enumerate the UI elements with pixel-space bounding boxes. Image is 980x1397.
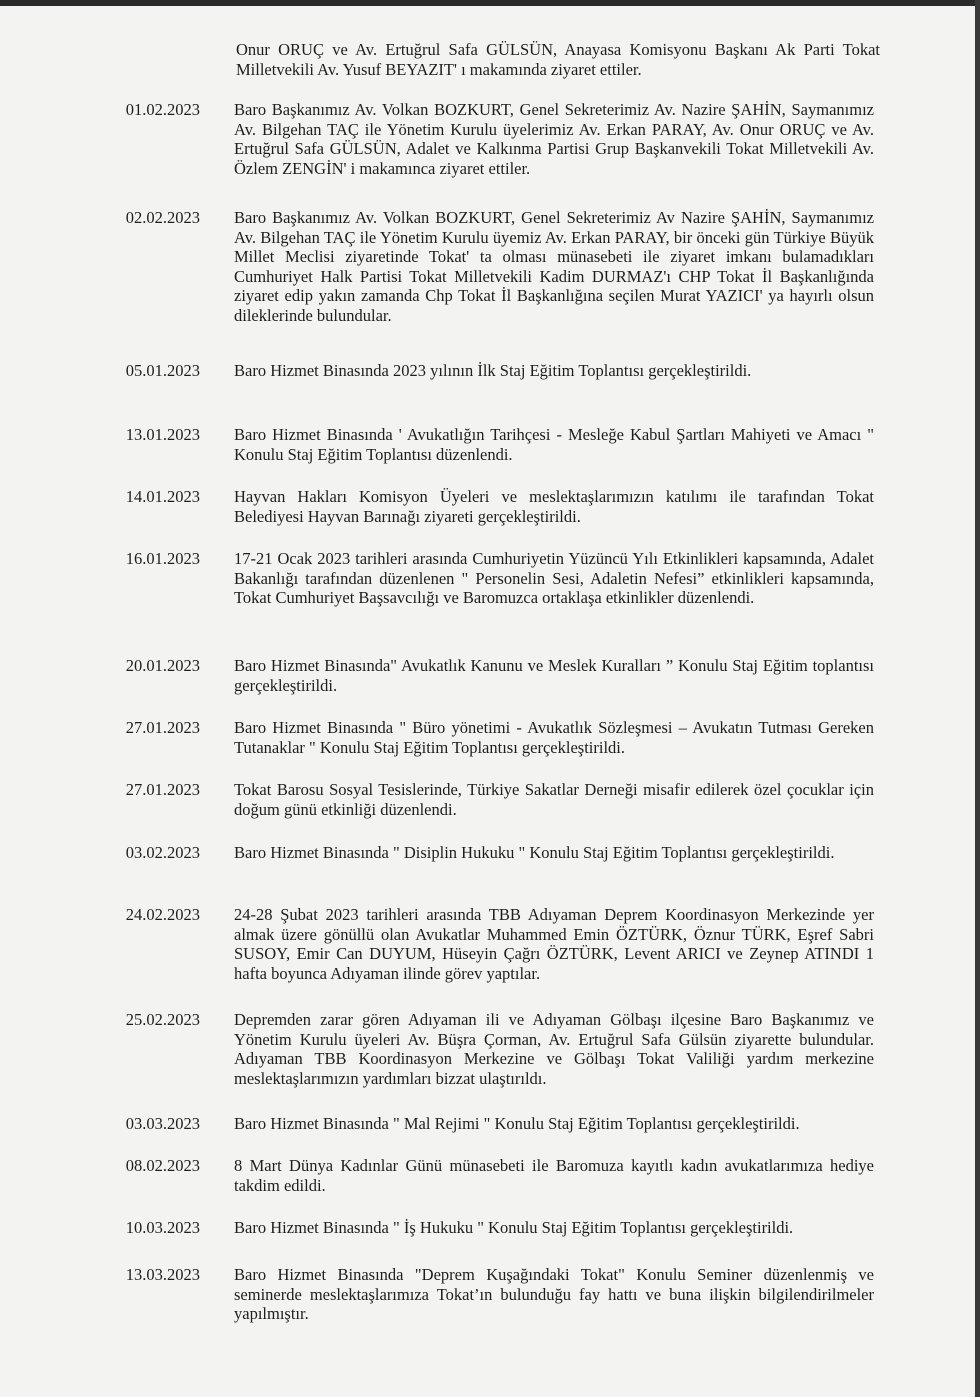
entry-date: 03.03.2023 [125, 1114, 200, 1133]
entry-date: 25.02.2023 [125, 1010, 200, 1029]
entry-text: Baro Başkanımız Av. Volkan BOZKURT, Genel Sekreterimiz Av Nazire ŞAHİN, Saymanımız Av. Bilgehan TAÇ ile Yönetim Kurulu üyemiz Av. Erkan PARAY, bir önceki gün Türkiye Büyük Millet Meclisi ziyaretinde Tokat' ta olması münasebeti ile ziyaret imkanı bulamadıkları Cumhuriyet Halk Partisi Tokat Milletvekili Kadim DURMAZ'ı CHP Tokat İl Başkanlığında ziyaret edip yakın zamanda Chp Tokat İl Başkanlığına seçilen Murat YAZICI' ya hayırlı olsun dileklerinde bulundular. [234, 208, 874, 325]
entry-text: Baro Hizmet Binasında 2023 yılının İlk Staj Eğitim Toplantısı gerçekleştirildi. [234, 361, 752, 380]
entry-date: 05.01.2023 [125, 361, 200, 380]
entry-text: Baro Hizmet Binasında " Disiplin Hukuku " Konulu Staj Eğitim Toplantısı gerçekleştirildi. [234, 843, 835, 862]
entry-text: Baro Başkanımız Av. Volkan BOZKURT, Genel Sekreterimiz Av. Nazire ŞAHİN, Saymanımız Av. Bilgehan TAÇ ile Yönetim Kurulu üyelerimiz Av. Erkan PARAY, Av. Onur ORUÇ ve Av. Ertuğrul Safa GÜLSÜN, Adalet ve Kalkınma Partisi Grup Başkanvekili Tokat Milletvekili Av. Özlem ZENGİN' i makamınca ziyaret ettiler. [234, 100, 874, 178]
entry-date: 14.01.2023 [125, 487, 200, 506]
entry-date: 24.02.2023 [125, 905, 200, 924]
entry-date: 10.03.2023 [125, 1218, 200, 1237]
entry-date: 08.02.2023 [125, 1156, 200, 1175]
entry-text: Baro Hizmet Binasında " Mal Rejimi " Konulu Staj Eğitim Toplantısı gerçekleştirildi. [234, 1114, 800, 1133]
entry-date: 13.01.2023 [125, 425, 200, 444]
entry-text: 17-21 Ocak 2023 tarihleri arasında Cumhuriyetin Yüzüncü Yılı Etkinlikleri kapsamında, Adalet Bakanlığı tarafından düzenlenen " Personelin Sesi, Adaletin Nefesi” etkinlikleri kapsamında, Tokat Cumhuriyet Başsavcılığı ve Baromuzca ortaklaşa etkinlikler düzenlendi. [234, 549, 874, 607]
entry-text: Baro Hizmet Binasında " Büro yönetimi - Avukatlık Sözleşmesi – Avukatın Tutması Gereken Tutanaklar " Konulu Staj Eğitim Toplantısı gerçekleştirildi. [234, 718, 874, 757]
entry-date: 03.02.2023 [125, 843, 200, 862]
entry-date: 16.01.2023 [125, 549, 200, 568]
entry-text: Baro Hizmet Binasında" Avukatlık Kanunu ve Meslek Kuralları ” Konulu Staj Eğitim toplantısı gerçekleştirildi. [234, 656, 874, 695]
entry-date: 02.02.2023 [125, 208, 200, 227]
entry-date: 27.01.2023 [125, 780, 200, 799]
scan-top-edge [0, 0, 980, 6]
entry-text: Hayvan Hakları Komisyon Üyeleri ve meslektaşlarımızın katılımı ile tarafından Tokat Belediyesi Hayvan Barınağı ziyareti gerçekleştirildi. [234, 487, 874, 526]
entry-text: Depremden zarar gören Adıyaman ili ve Adıyaman Gölbaşı ilçesine Baro Başkanımız ve Yönetim Kurulu üyeleri Av. Büşra Çorman, Av. Ertuğrul Safa Gülsün ziyarette bulundular. Adıyaman TBB Koordinasyon Merkezine ve Gölbaşı Tokat Valiliği yardım merkezine meslektaşlarımızın yardımları bizzat ulaştırıldı. [234, 1010, 874, 1088]
entry-text: Tokat Barosu Sosyal Tesislerinde, Türkiye Sakatlar Derneği misafir edilerek özel çocuklar için doğum günü etkinliği düzenlendi. [234, 780, 874, 819]
entry-text: Baro Hizmet Binasında " İş Hukuku " Konulu Staj Eğitim Toplantısı gerçekleştirildi. [234, 1218, 794, 1237]
entry-text: 8 Mart Dünya Kadınlar Günü münasebeti ile Baromuza kayıtlı kadın avukatlarımıza hediye takdim edildi. [234, 1156, 874, 1195]
entry-date: 01.02.2023 [125, 100, 200, 119]
entry-date: 27.01.2023 [125, 718, 200, 737]
entry-text: Baro Hizmet Binasında ' Avukatlığın Tarihçesi - Mesleğe Kabul Şartları Mahiyeti ve Amacı " Konulu Staj Eğitim Toplantısı düzenlendi. [234, 425, 874, 464]
entry-text: 24-28 Şubat 2023 tarihleri arasında TBB Adıyaman Deprem Koordinasyon Merkezinde yer almak üzere gönüllü olan Avukatlar Muhammed Emin ÖZTÜRK, Öznur TÜRK, Eşref Sabri SUSOY, Emir Can DUYUM, Hüseyin Çağrı ÖZTÜRK, Levent ARICI ve Zeynep ATINDI 1 hafta boyunca Adıyaman ilinde görev yaptılar. [234, 905, 874, 983]
entry-date: 13.03.2023 [125, 1265, 200, 1284]
continued-entry-text: Onur ORUÇ ve Av. Ertuğrul Safa GÜLSÜN, Anayasa Komisyonu Başkanı Ak Parti Tokat Milletvekili Av. Yusuf BEYAZIT' ı makamında ziyaret ettiler. [236, 40, 880, 79]
scan-right-edge [975, 0, 980, 1397]
entry-text: Baro Hizmet Binasında "Deprem Kuşağındaki Tokat" Konulu Seminer düzenlenmiş ve seminerde meslektaşlarımıza Tokat’ın bulunduğu fay hattı ve buna ilişkin bilgilendirilmeler yapılmıştır. [234, 1265, 874, 1323]
entry-date: 20.01.2023 [125, 656, 200, 675]
